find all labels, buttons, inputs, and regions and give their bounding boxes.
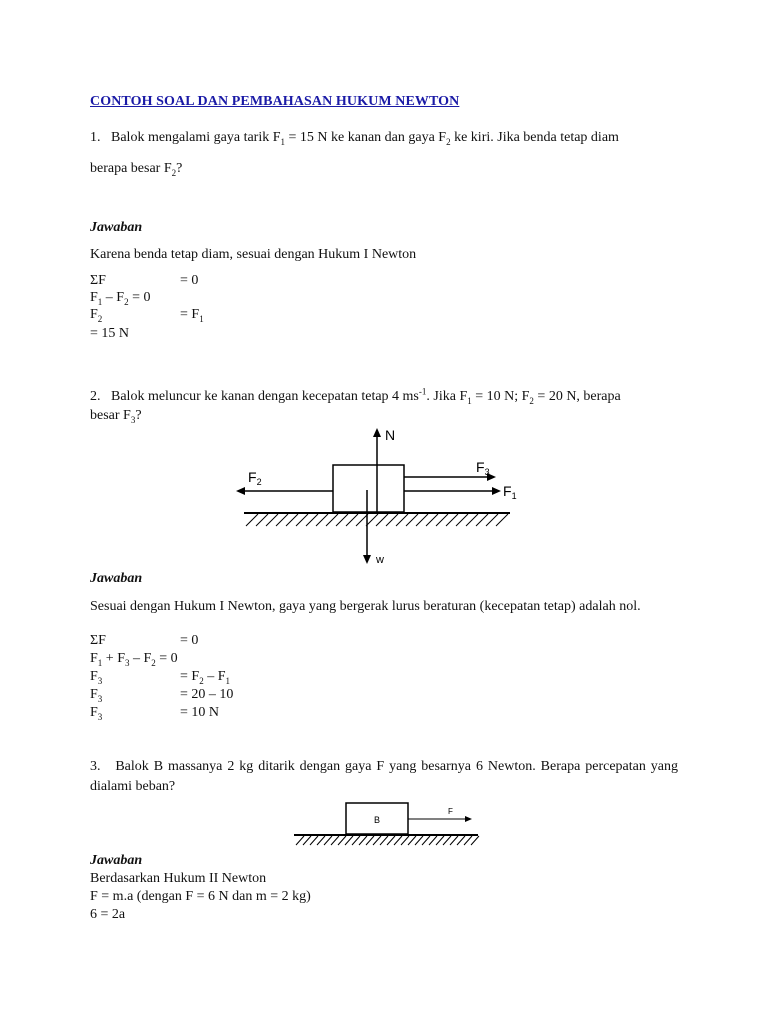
eq-sub: 3	[124, 657, 130, 668]
answer-1-intro: Karena benda tetap diam, sesuai dengan Hukum I Newton	[90, 247, 417, 262]
label-f-text: F	[448, 807, 453, 816]
label-w-text: w	[376, 554, 384, 566]
force-f-arrowhead	[465, 816, 472, 822]
block-b-diagram	[290, 798, 482, 848]
label-n	[385, 427, 395, 443]
eq-left: ΣF	[90, 273, 106, 288]
question-2	[90, 388, 678, 406]
eq-right: = 0	[180, 633, 199, 648]
label-f2-sub: 2	[256, 477, 262, 487]
question-2-text-b: . Jika F	[426, 389, 468, 404]
weight-arrowhead	[363, 555, 371, 564]
eq-right: = 0	[180, 273, 199, 288]
eq-right: = 20 – 10	[180, 687, 234, 702]
eq-part: – F	[129, 651, 152, 666]
eq-left	[90, 650, 178, 667]
eq-part: – F	[102, 290, 125, 305]
eq-part: F	[90, 290, 98, 305]
label-f1-sub: 1	[511, 491, 517, 501]
question-3-text: Balok B massanya 2 kg ditarik dengan gaya F yang besarnya 6 Newton. Berapa percepatan yang dialami beban?	[90, 759, 678, 794]
document-page	[90, 0, 678, 1024]
f2-arrowhead	[236, 487, 245, 495]
q1-sub2: 2	[446, 136, 451, 147]
eq-left	[90, 668, 102, 685]
eq-right	[180, 668, 230, 685]
eq-right	[180, 306, 204, 323]
question-2-line2	[90, 407, 142, 425]
question-2-text: Balok meluncur ke kanan dengan kecepatan tetap 4 ms	[111, 389, 419, 404]
q2-sup: -1	[418, 386, 427, 397]
question-2-text-d: = 20 N, berapa	[533, 389, 621, 404]
q1-sub1: 1	[280, 136, 286, 147]
answer-2-intro: Sesuai dengan Hukum I Newton, gaya yang bergerak lurus beraturan (kecepatan tetap) adalah nol.	[90, 599, 641, 614]
q2-sub1: 1	[467, 395, 472, 406]
question-3	[90, 757, 678, 797]
question-1-number: 1.	[90, 130, 101, 145]
label-b	[374, 815, 380, 825]
answer-3-line1: Berdasarkan Hukum II Newton	[90, 871, 267, 886]
eq-part: = F	[180, 669, 200, 684]
label-b-text: B	[373, 815, 381, 825]
eq-sub: 3	[97, 693, 103, 704]
question-1-line2-text: berapa besar F	[90, 161, 172, 176]
answer-3-line2: F = m.a (dengan F = 6 N dan m = 2 kg)	[90, 889, 311, 904]
label-w	[375, 554, 384, 566]
eq-sub: 1	[97, 296, 103, 307]
question-2-line2-end: ?	[135, 408, 142, 423]
eq-part: = 0	[128, 290, 151, 305]
answer-3-line3: 6 = 2a	[90, 907, 126, 922]
eq-part: + F	[102, 651, 125, 666]
question-2-line2-text: besar F	[90, 408, 131, 423]
eq-sub: 2	[124, 296, 129, 307]
label-f	[448, 807, 453, 816]
eq-part: – F	[203, 669, 226, 684]
label-f1-text: F	[503, 483, 512, 499]
question-1-line2	[90, 160, 182, 178]
answer-1-heading: Jawaban	[90, 220, 143, 235]
label-f3-sub: 3	[484, 467, 490, 477]
eq-sub: 3	[97, 711, 103, 722]
eq-part: = F	[180, 307, 200, 322]
eq-left: ΣF	[90, 633, 106, 648]
answer-3-heading: Jawaban	[90, 853, 143, 868]
ground-hatching	[246, 514, 508, 526]
q2-line2-sub: 3	[130, 414, 136, 425]
eq-left	[90, 306, 102, 323]
question-1-text-c: ke kiri. Jika benda tetap diam	[450, 130, 619, 145]
normal-force-arrowhead	[373, 428, 381, 437]
eq-left	[90, 704, 102, 721]
eq-left	[90, 289, 151, 306]
block	[333, 465, 404, 512]
label-f3	[476, 459, 490, 477]
question-1-text: Balok mengalami gaya tarik F	[111, 130, 281, 145]
label-f2	[248, 469, 262, 487]
eq-part: = 0	[155, 651, 178, 666]
eq-left: = 15 N	[90, 326, 130, 341]
eq-sub: 1	[199, 313, 204, 324]
eq-sub: 2	[151, 657, 156, 668]
eq-part: F	[90, 705, 98, 720]
q1-line2-sub: 2	[171, 167, 177, 178]
eq-part: F	[90, 651, 98, 666]
label-f1	[503, 483, 517, 501]
question-2-number: 2.	[90, 389, 101, 404]
ground-hatching	[296, 836, 479, 845]
question-1	[90, 129, 678, 147]
page-title: CONTOH SOAL DAN PEMBAHASAN HUKUM NEWTON	[90, 94, 460, 109]
eq-sub: 2	[199, 675, 204, 686]
f1-arrowhead	[492, 487, 501, 495]
eq-left	[90, 686, 102, 703]
q2-sub2: 2	[529, 395, 534, 406]
answer-2-heading: Jawaban	[90, 571, 143, 586]
question-1-line2-end: ?	[176, 161, 183, 176]
eq-sub: 3	[97, 675, 103, 686]
label-n-text: N	[385, 427, 396, 443]
eq-part: F	[90, 307, 98, 322]
label-f3-text: F	[476, 459, 485, 475]
eq-part: F	[90, 669, 98, 684]
question-1-text-b: = 15 N ke kanan dan gaya F	[285, 130, 447, 145]
eq-sub: 1	[225, 675, 230, 686]
eq-right: = 10 N	[180, 705, 220, 720]
question-2-text-c: = 10 N; F	[471, 389, 530, 404]
question-3-number: 3.	[90, 759, 101, 774]
free-body-diagram	[230, 420, 520, 568]
eq-sub: 2	[97, 313, 103, 324]
eq-sub: 1	[97, 657, 103, 668]
label-f2-text: F	[248, 469, 257, 485]
eq-part: F	[90, 687, 98, 702]
